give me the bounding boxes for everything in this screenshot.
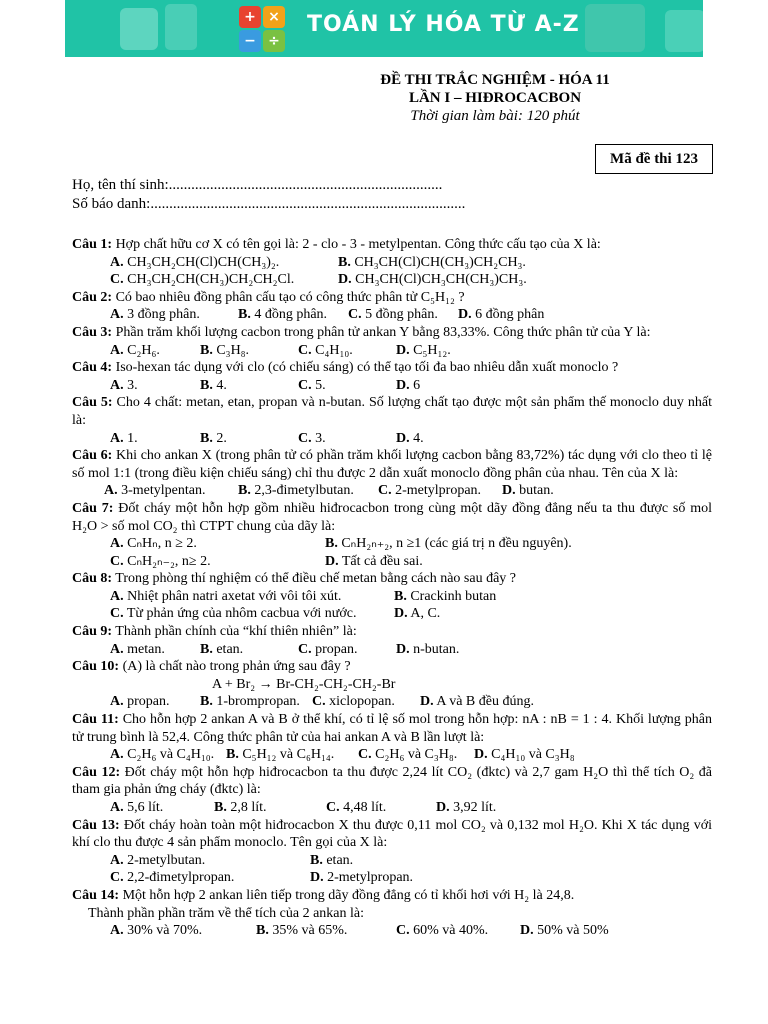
answer-row [72, 922, 712, 940]
question-number: Câu 7: [72, 500, 114, 516]
question-7 [72, 500, 712, 535]
option-c: C. 5 đồng phân. [348, 307, 438, 323]
question-11 [72, 711, 712, 746]
math-logo-icon [239, 6, 285, 52]
answer-row [72, 588, 712, 606]
answer-row [72, 430, 712, 448]
question-number: Câu 12: [72, 764, 121, 780]
question-number: Câu 6: [72, 448, 113, 464]
question-text: Cho hỗn hợp 2 ankan A và B ở thể khí, có tỉ lệ số mol trong hỗn hợp: nA : nB = 1 : 4. Khối lượng phân tử trung bình là 52,4. Công thức phân tử của hai ankan A và B lần lượt là: [72, 712, 712, 745]
answer-row [72, 693, 712, 711]
question-13 [72, 817, 712, 852]
option-a: A. 3. [110, 377, 138, 393]
option-c: C. CₙH₂ₙ₋₂, n≥ 2. [110, 553, 211, 569]
option-a: A. CH₃CH₂CH(Cl)CH(CH₃)₂. [110, 254, 280, 270]
option-a: A. C₂H₆ và C₄H₁₀. [110, 747, 215, 763]
question-12 [72, 764, 712, 799]
option-c: C. Từ phản ứng của nhôm cacbua với nước. [110, 606, 357, 622]
answer-row [72, 869, 712, 887]
option-d: D. 4. [396, 430, 424, 446]
answer-row [72, 852, 712, 870]
option-b: B. C₅H₁₂ và C₆H₁₄. [226, 747, 335, 763]
option-b: B. 4 đồng phân. [238, 307, 328, 323]
question-10 [72, 658, 712, 676]
option-c: C. 2,2-đimetylpropan. [110, 870, 235, 886]
banner-title: TOÁN LÝ HÓA TỪ A-Z [307, 12, 580, 37]
option-b: B. CₙH₂ₙ₊₂, n ≥1 (các giá trị n đều nguyên). [325, 536, 572, 552]
site-banner [65, 0, 703, 57]
question-4 [72, 359, 712, 377]
option-b: B. 2,3-đimetylbutan. [238, 483, 354, 499]
option-b: B. etan. [200, 641, 244, 657]
option-b: B. CH₃CH(Cl)CH(CH₃)CH₂CH₃. [338, 254, 526, 270]
times-icon: × [263, 6, 285, 28]
calculator-icon [165, 4, 197, 50]
exam-subtitle: LẦN I – HIĐROCACBON [408, 90, 582, 106]
question-14 [72, 887, 712, 905]
question-number: Câu 14: [72, 887, 120, 903]
minus-icon: − [239, 30, 261, 52]
answer-row [72, 553, 712, 571]
option-d: D. C₄H₁₀ và C₃H₈ [474, 747, 575, 763]
question-8 [72, 570, 712, 588]
option-b: B. 2,8 lít. [214, 800, 267, 815]
option-c: C. 60% và 40%. [396, 923, 489, 939]
option-d: D. 6 đồng phân [458, 307, 545, 323]
option-c: C. 3. [298, 430, 326, 446]
option-d: D. 3,92 lít. [436, 800, 497, 815]
divide-icon: ÷ [263, 30, 285, 52]
question-number: Câu 8: [72, 571, 113, 587]
option-c: C. C₄H₁₀. [298, 342, 353, 358]
answer-row [72, 746, 712, 764]
question-text: Iso-hexan tác dụng với clo (có chiếu sáng) có thể tạo tối đa bao nhiêu dẫn xuất monoclo ? [112, 360, 619, 376]
question-text: Đốt cháy một hỗn hợp hiđrocacbon ta thu được 2,24 lít CO₂ (đktc) và 2,7 gam H₂O thì thể tích O₂ đã tham gia phản ứng cháy (đktc) là: [72, 764, 712, 798]
question-9 [72, 623, 712, 641]
option-c: C. 5. [298, 377, 326, 393]
answer-row [72, 342, 712, 360]
answer-row [72, 254, 712, 272]
option-d: D. C₅H₁₂. [396, 342, 451, 358]
plus-icon: + [239, 6, 261, 28]
answer-row [72, 535, 712, 553]
question-text: Đốt cháy hoàn toàn một hiđrocacbon X thu được 0,11 mol CO₂ và 0,132 mol H₂O. Khi X tác dụng với khí clo thu được 4 sản phẩm monoclo. Tên gọi của X là: [72, 817, 713, 851]
question-list [72, 236, 712, 940]
reaction-equation: A + Br₂ → Br-CH₂-CH₂-CH₂-Br [212, 676, 396, 692]
option-d: D. A và B đều đúng. [420, 694, 534, 710]
question-text: Phần trăm khối lượng cacbon trong phân tử ankan Y bằng 83,33%. Công thức phân tử của Y là: [112, 324, 651, 340]
option-d: D. CH₃CH(Cl)CH₃CH(CH₃)CH₃. [338, 272, 527, 288]
answer-row [72, 605, 712, 623]
exam-title: ĐỀ THI TRẮC NGHIỆM - HÓA 11 [380, 72, 610, 88]
question-number: Câu 10: [72, 659, 120, 675]
question-number: Câu 3: [72, 324, 113, 340]
option-c: C. CH₃CH₂CH(CH₃)CH₂CH₂Cl. [110, 272, 295, 288]
calculator-icon [585, 4, 645, 52]
option-d: D. 2-metylpropan. [310, 870, 414, 886]
student-name-line: Họ, tên thí sinh:......................................................................... [72, 177, 443, 193]
question-number: Câu 5: [72, 395, 113, 411]
question-number: Câu 2: [72, 289, 113, 305]
option-b: B. 2. [200, 430, 227, 446]
option-a: A. Nhiệt phân natri axetat với vôi tôi xút. [110, 588, 342, 604]
option-b: B. 35% và 65%. [256, 923, 348, 939]
option-b: B. 1-brompropan. [200, 694, 300, 710]
option-a: A. 3 đồng phân. [110, 307, 200, 323]
option-c: C. 2-metylpropan. [378, 483, 482, 499]
exam-code-box [595, 144, 713, 174]
option-d: D. 50% và 50% [520, 923, 609, 939]
answer-row [72, 271, 712, 289]
option-d: D. Tất cả đều sai. [325, 553, 423, 569]
option-a: A. C₂H₆. [110, 342, 160, 358]
calculator-icon [120, 8, 158, 50]
question-text: Cho 4 chất: metan, etan, propan và n-butan. Số lượng chất tạo được một sản phẩm thế monoclo duy nhất là: [72, 395, 712, 428]
question-2 [72, 289, 712, 307]
option-a: A. 2-metylbutan. [110, 852, 206, 868]
answer-row [72, 377, 712, 395]
answer-row [72, 306, 712, 324]
question-5 [72, 394, 712, 429]
question-text: Thành phần chính của “khí thiên nhiên” là: [112, 624, 357, 640]
question-1 [72, 236, 712, 254]
question-6 [72, 447, 712, 482]
student-id-line: Số báo danh:.................................................................................... [72, 196, 466, 212]
option-a: A. metan. [110, 641, 165, 657]
question-text: Khi cho ankan X (trong phân tử có phần trăm khối lượng cacbon bằng 83,72%) tác dụng với clo theo tỉ lệ số mol 1:1 (trong điều kiện chiếu sáng) chỉ thu được 2 dẫn xuất monoclo đồng phân của nhau. Tên của X là: [72, 448, 712, 481]
option-a: A. 1. [110, 430, 138, 446]
option-b: B. C₃H₈. [200, 342, 250, 358]
question-number: Câu 1: [72, 237, 113, 252]
question-text: Có bao nhiêu đồng phân cấu tạo có công thức phân tử C₅H₁₂ ? [112, 289, 465, 305]
option-d: D. butan. [502, 483, 554, 499]
question-3 [72, 324, 712, 342]
option-b: B. etan. [310, 852, 354, 868]
option-a: A. 3-metylpentan. [104, 483, 206, 499]
option-b: B. Crackinh butan [394, 588, 497, 604]
answer-row [72, 641, 712, 659]
option-d: D. 6 [396, 377, 421, 393]
option-c: C. C₂H₆ và C₃H₈. [358, 747, 458, 763]
question-text-continued: Thành phần phần trăm về thể tích của 2 ankan là: [88, 905, 365, 921]
option-d: D. A, C. [394, 606, 441, 622]
question-number: Câu 13: [72, 817, 120, 833]
question-text: (A) là chất nào trong phản ứng sau đây ? [119, 659, 351, 675]
option-a: A. propan. [110, 694, 170, 710]
option-b: B. 4. [200, 377, 227, 393]
question-number: Câu 11: [72, 712, 119, 728]
option-c: C. 4,48 lít. [326, 800, 387, 815]
question-text: Đốt cháy một hỗn hợp gồm nhiều hiđrocacbon trong cùng một dãy đồng đẳng nếu ta thu được số mol H₂O > số mol CO₂ thì CTPT chung của dãy là: [72, 500, 712, 534]
exam-time: Thời gian làm bài: 120 phút [410, 108, 580, 124]
option-c: C. xiclopopan. [312, 694, 395, 710]
question-number: Câu 9: [72, 624, 113, 640]
option-a: A. 30% và 70%. [110, 923, 203, 939]
question-text: Một hỗn hợp 2 ankan liên tiếp trong dãy đồng đẳng có tỉ khối hơi với H₂ là 24,8. [119, 887, 575, 903]
answer-row [72, 482, 712, 500]
answer-row [72, 799, 712, 817]
option-c: C. propan. [298, 641, 358, 657]
question-text: Trong phòng thí nghiệm có thể điều chế metan bằng cách nào sau đây ? [112, 571, 517, 587]
option-d: D. n-butan. [396, 641, 460, 657]
option-a: A. 5,6 lít. [110, 800, 164, 815]
option-a: A. CₙHₙ, n ≥ 2. [110, 536, 197, 552]
question-text: Hợp chất hữu cơ X có tên gọi là: 2 - clo - 3 - metylpentan. Công thức cấu tạo của X là: [112, 237, 601, 252]
question-number: Câu 4: [72, 360, 113, 376]
exam-code: Mã đề thi 123 [610, 150, 698, 167]
calculator-icon [665, 10, 703, 52]
